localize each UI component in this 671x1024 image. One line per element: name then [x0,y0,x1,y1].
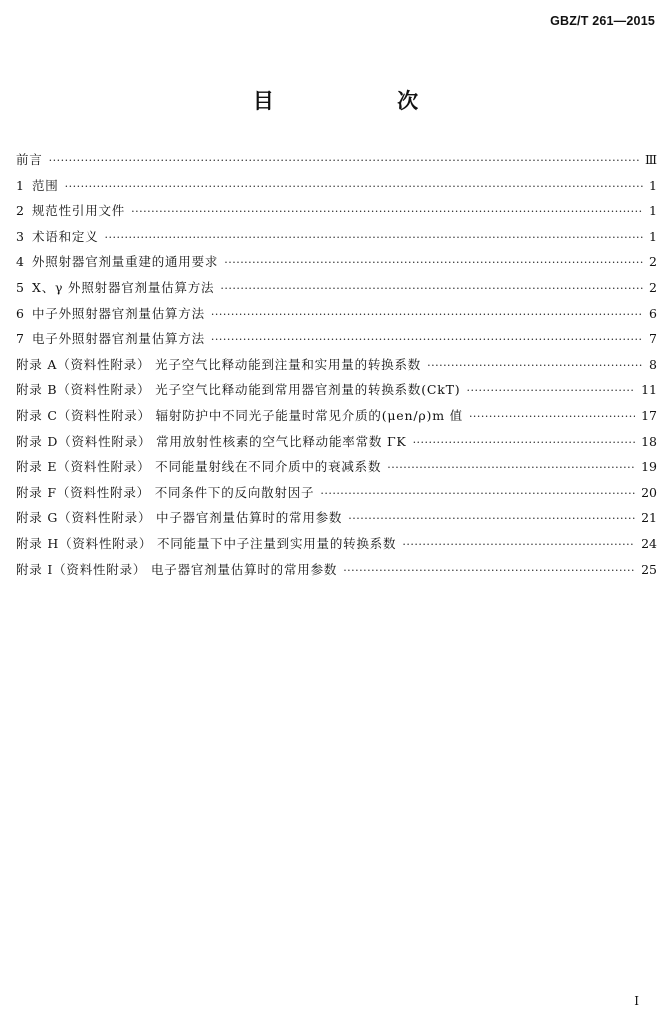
toc-entry-3[interactable] [16,227,657,253]
toc-entry-1[interactable] [16,176,657,202]
toc-entry-appendix-e[interactable] [16,457,657,483]
toc-entry-7[interactable] [16,329,657,355]
toc-entry-label: 附录 D（资料性附录） 常用放射性核素的空气比释动能率常数 ΓK [16,433,407,449]
toc-entry-number: 4 [16,254,24,270]
toc-entry-appendix-d[interactable] [16,432,657,458]
toc-entry-page: 1 [649,177,657,193]
table-of-contents [16,150,657,585]
toc-entry-page: 18 [641,433,657,449]
toc-dot-leader [220,282,643,295]
toc-entry-6[interactable] [16,304,657,330]
toc-dot-leader [466,384,635,397]
toc-entry-4[interactable] [16,252,657,278]
toc-entry-foreword[interactable] [16,150,657,176]
toc-entry-number: 3 [16,228,24,244]
toc-entry-page: Ⅲ [644,152,657,167]
toc-entry-page: 17 [641,407,657,423]
toc-dot-leader [131,205,643,218]
toc-entry-page: 11 [641,382,657,398]
toc-entry-appendix-h[interactable] [16,534,657,560]
toc-entry-appendix-f[interactable] [16,483,657,509]
toc-entry-appendix-b[interactable] [16,380,657,406]
toc-entry-number: 1 [16,177,24,193]
toc-entry-page: 2 [649,254,657,270]
toc-entry-page: 19 [641,459,657,475]
toc-entry-page: 1 [649,228,657,244]
toc-entry-label: 附录 G（资料性附录） 中子器官剂量估算时的常用参数 [16,510,343,526]
toc-dot-leader [402,538,635,551]
toc-entry-number: 6 [16,305,24,321]
toc-entry-label: 术语和定义 [32,228,99,244]
toc-dot-leader [320,487,635,500]
toc-entry-appendix-a[interactable] [16,355,657,381]
toc-entry-appendix-i[interactable] [16,560,657,586]
toc-dot-leader [427,359,643,372]
standard-code: GBZ/T 261—2015 [550,14,655,28]
toc-entry-label: 附录 B（资料性附录） 光子空气比释动能到常用器官剂量的转换系数(CkT) [16,382,461,398]
toc-dot-leader [413,436,636,449]
toc-entry-label: X、γ 外照射器官剂量估算方法 [32,279,215,295]
toc-entry-page: 25 [641,561,657,577]
toc-entry-number: 2 [16,203,24,219]
toc-entry-number: 7 [16,331,24,347]
toc-entry-label: 前言 [16,152,43,167]
toc-dot-leader [105,231,643,244]
toc-entry-label: 电子外照射器官剂量估算方法 [32,331,205,347]
toc-entry-page: 21 [641,510,657,526]
toc-dot-leader [211,333,643,346]
page-number: I [634,994,639,1008]
toc-dot-leader [348,512,635,525]
toc-entry-label: 规范性引用文件 [32,203,126,219]
toc-dot-leader [387,461,635,474]
page-title: 目 次 [252,88,477,113]
toc-entry-page: 7 [649,331,657,347]
toc-dot-leader [469,410,635,423]
toc-entry-2[interactable] [16,201,657,227]
toc-entry-appendix-c[interactable] [16,406,657,432]
toc-entry-number: 5 [16,279,24,295]
toc-dot-leader [65,180,643,193]
toc-entry-page: 8 [649,356,657,372]
toc-dot-leader [211,308,643,321]
toc-entry-label: 范围 [32,177,59,193]
toc-entry-label: 外照射器官剂量重建的通用要求 [32,254,219,270]
toc-dot-leader [49,154,639,167]
toc-dot-leader [224,256,643,269]
toc-entry-label: 中子外照射器官剂量估算方法 [32,305,205,321]
toc-entry-page: 6 [649,305,657,321]
toc-entry-page: 1 [649,203,657,219]
toc-entry-page: 24 [641,535,657,551]
toc-entry-label: 附录 A（资料性附录） 光子空气比释动能到注量和实用量的转换系数 [16,356,422,372]
toc-entry-label: 附录 I（资料性附录） 电子器官剂量估算时的常用参数 [16,561,338,577]
toc-entry-label: 附录 H（资料性附录） 不同能量下中子注量到实用量的转换系数 [16,535,397,551]
toc-dot-leader [343,564,635,577]
toc-entry-page: 20 [641,484,657,500]
toc-entry-5[interactable] [16,278,657,304]
toc-entry-label: 附录 C（资料性附录） 辐射防护中不同光子能量时常见介质的(μen/ρ)m 值 [16,407,463,423]
toc-entry-page: 2 [649,279,657,295]
toc-entry-label: 附录 E（资料性附录） 不同能量射线在不同介质中的衰减系数 [16,459,382,475]
toc-entry-label: 附录 F（资料性附录） 不同条件下的反向散射因子 [16,484,315,500]
toc-entry-appendix-g[interactable] [16,508,657,534]
